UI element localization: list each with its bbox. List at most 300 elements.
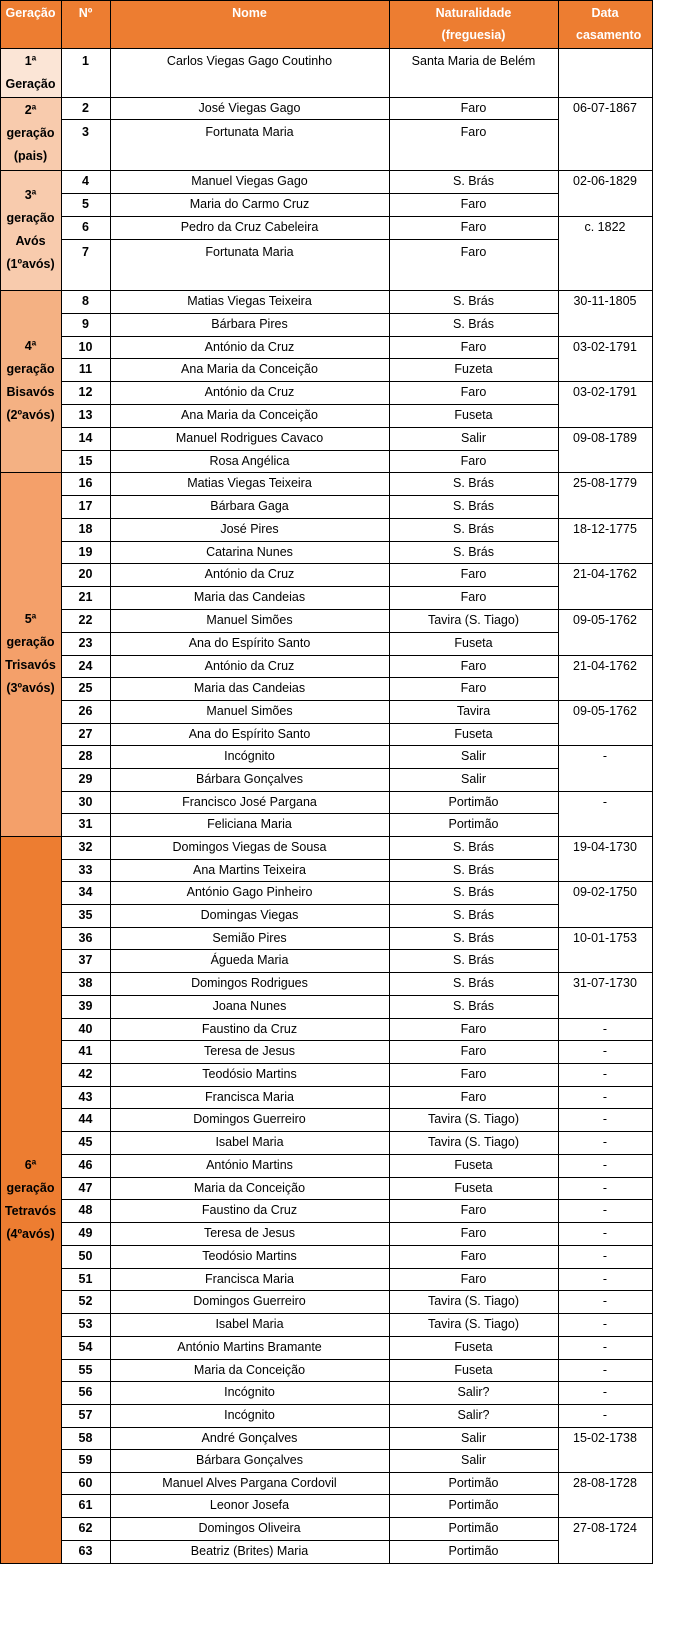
grid-line: [61, 336, 559, 337]
grid-line: [558, 1154, 653, 1155]
person-name: Francisco José Pargana: [182, 795, 317, 809]
grid-line: [558, 1245, 653, 1246]
grid-line: [61, 495, 559, 496]
marriage-date: -: [602, 1317, 608, 1331]
grid-line: [558, 881, 653, 882]
header-numero: Nº: [61, 0, 110, 48]
person-birthplace: Faro: [460, 659, 487, 673]
person-name: Teresa de Jesus: [203, 1226, 296, 1240]
marriage-date: -: [602, 1112, 608, 1126]
person-name: Domingos Viegas de Sousa: [172, 840, 327, 854]
person-name: Carlos Viegas Gago Coutinho: [166, 54, 333, 68]
marriage-date: -: [602, 1022, 608, 1036]
person-birthplace: Faro: [460, 220, 487, 234]
person-number: 29: [78, 772, 93, 786]
person-name: Bárbara Pires: [211, 317, 288, 331]
grid-line: [61, 1359, 559, 1360]
person-name: Incógnito: [224, 1408, 275, 1422]
grid-line: [558, 1563, 653, 1564]
grid-line: [558, 290, 653, 291]
person-birthplace: Faro: [460, 454, 487, 468]
person-name: António da Cruz: [204, 659, 295, 673]
grid-line: [0, 472, 62, 473]
marriage-date: 25-08-1779: [573, 476, 637, 490]
grid-line: [61, 1131, 559, 1132]
person-birthplace: Faro: [460, 1067, 487, 1081]
person-number: 35: [78, 908, 93, 922]
grid-line: [61, 881, 559, 882]
person-number: 1: [82, 54, 89, 68]
person-number: 31: [78, 817, 93, 831]
person-birthplace: S. Brás: [453, 545, 494, 559]
person-name: Ana Martins Teixeira: [192, 863, 306, 877]
grid-line: [558, 381, 653, 382]
grid-line: [558, 836, 653, 837]
person-name: Joana Nunes: [212, 999, 287, 1013]
person-birthplace: S. Brás: [453, 885, 494, 899]
person-name: Manuel Alves Pargana Cordovil: [162, 1476, 337, 1490]
person-birthplace: S. Brás: [453, 976, 494, 990]
person-birthplace: S. Brás: [453, 476, 494, 490]
person-number: 4: [82, 174, 89, 188]
person-number: 8: [82, 294, 89, 308]
person-name: Maria da Conceição: [193, 1363, 306, 1377]
person-name: Manuel Simões: [206, 613, 293, 627]
person-number: 19: [78, 545, 93, 559]
person-number: 20: [78, 567, 93, 581]
person-name: Águeda Maria: [210, 953, 289, 967]
grid-line: [558, 972, 653, 973]
grid-line: [61, 1222, 559, 1223]
person-number: 30: [78, 795, 93, 809]
person-name: Ana Maria da Conceição: [181, 362, 318, 376]
person-birthplace: Salir: [460, 431, 486, 445]
person-name: Isabel Maria: [215, 1135, 284, 1149]
grid-line: [61, 97, 559, 98]
person-number: 56: [78, 1385, 93, 1399]
grid-line: [558, 1131, 653, 1132]
person-name: Francisca Maria: [205, 1090, 294, 1104]
person-birthplace: S. Brás: [453, 522, 494, 536]
person-name: Maria da Conceição: [193, 1181, 306, 1195]
person-number: 32: [78, 840, 93, 854]
grid-line: [558, 1290, 653, 1291]
grid-line: [61, 1472, 559, 1473]
person-number: 10: [78, 340, 93, 354]
person-birthplace: Salir?: [457, 1408, 490, 1422]
grid-line: [61, 541, 559, 542]
marriage-date: 03-02-1791: [573, 385, 637, 399]
person-name: Beatriz (Brites) Maria: [190, 1544, 309, 1558]
marriage-date: 21-04-1762: [573, 567, 637, 581]
person-number: 37: [78, 953, 93, 967]
person-number: 53: [78, 1317, 93, 1331]
grid-line: [61, 358, 559, 359]
person-name: Bárbara Gaga: [210, 499, 289, 513]
grid-line: [558, 1086, 653, 1087]
grid-line: [61, 1199, 559, 1200]
person-name: António da Cruz: [204, 385, 295, 399]
grid-line: [61, 170, 559, 171]
header-geracao: Geração: [0, 0, 61, 48]
person-birthplace: Tavira (S. Tiago): [427, 1135, 519, 1149]
grid-line: [558, 791, 653, 792]
person-name: Maria do Carmo Cruz: [189, 197, 310, 211]
grid-line: [61, 1177, 559, 1178]
person-birthplace: Fuzeta: [454, 362, 493, 376]
grid-line: [558, 472, 653, 473]
person-number: 13: [78, 408, 93, 422]
person-name: António da Cruz: [204, 340, 295, 354]
person-name: Teresa de Jesus: [203, 1044, 296, 1058]
grid-line: [652, 0, 653, 1564]
person-number: 6: [82, 220, 89, 234]
grid-line: [61, 1290, 559, 1291]
marriage-date: 15-02-1738: [573, 1431, 637, 1445]
person-name: António da Cruz: [204, 567, 295, 581]
person-birthplace: S. Brás: [453, 908, 494, 922]
person-number: 50: [78, 1249, 93, 1263]
person-name: Leonor Josefa: [209, 1498, 290, 1512]
grid-line: [61, 632, 559, 633]
person-number: 43: [78, 1090, 93, 1104]
marriage-date: 30-11-1805: [573, 294, 637, 308]
person-birthplace: Salir?: [457, 1385, 490, 1399]
marriage-date: [558, 48, 652, 97]
grid-line: [110, 0, 111, 1564]
person-birthplace: Faro: [460, 567, 487, 581]
grid-line: [61, 586, 559, 587]
person-birthplace: Fuseta: [454, 1363, 493, 1377]
person-number: 44: [78, 1112, 93, 1126]
person-birthplace: S. Brás: [453, 931, 494, 945]
marriage-date: 02-06-1829: [573, 174, 637, 188]
grid-line: [0, 97, 62, 98]
grid-line: [558, 1040, 653, 1041]
person-birthplace: Faro: [460, 340, 487, 354]
person-number: 16: [78, 476, 93, 490]
person-number: 33: [78, 863, 93, 877]
person-birthplace: Faro: [460, 1226, 487, 1240]
person-number: 3: [82, 125, 89, 139]
marriage-date: -: [602, 749, 608, 763]
grid-line: [61, 927, 559, 928]
person-name: António Martins: [206, 1158, 293, 1172]
grid-line: [389, 0, 390, 1564]
grid-line: [558, 1336, 653, 1337]
person-number: 39: [78, 999, 93, 1013]
person-number: 57: [78, 1408, 93, 1422]
grid-line: [61, 1086, 559, 1087]
grid-line: [61, 836, 559, 837]
person-name: Teodósio Martins: [202, 1249, 297, 1263]
person-number: 51: [78, 1272, 93, 1286]
person-name: Manuel Simões: [206, 704, 293, 718]
person-number: 18: [78, 522, 93, 536]
grid-line: [0, 48, 653, 49]
person-name: Incógnito: [224, 1385, 275, 1399]
person-birthplace: S. Brás: [453, 999, 494, 1013]
person-birthplace: Faro: [460, 590, 487, 604]
grid-line: [61, 1494, 559, 1495]
generation-label: 5ª geração Trisavós (3ºavós): [5, 612, 56, 695]
person-name: António Martins Bramante: [177, 1340, 322, 1354]
marriage-date: -: [602, 1226, 608, 1240]
grid-line: [558, 0, 559, 1564]
person-birthplace: S. Brás: [453, 294, 494, 308]
grid-line: [61, 1108, 559, 1109]
person-birthplace: Portimão: [448, 1544, 499, 1558]
grid-line: [0, 0, 653, 1]
person-birthplace: Salir: [460, 772, 486, 786]
person-birthplace: Portimão: [448, 1498, 499, 1512]
marriage-date: -: [602, 1340, 608, 1354]
grid-line: [61, 791, 559, 792]
person-number: 22: [78, 613, 93, 627]
marriage-date: -: [602, 795, 608, 809]
person-birthplace: Faro: [460, 197, 487, 211]
marriage-date: -: [602, 1181, 608, 1195]
generation-label: 3ª geração Avós (1ºavós): [6, 188, 55, 271]
grid-line: [558, 1313, 653, 1314]
header-data-casamento: Data casamento: [558, 0, 652, 48]
person-birthplace: Portimão: [448, 795, 499, 809]
person-number: 62: [78, 1521, 93, 1535]
marriage-date: 18-12-1775: [573, 522, 637, 536]
grid-line: [61, 1268, 559, 1269]
person-name: Maria das Candeias: [193, 681, 306, 695]
grid-line: [61, 381, 559, 382]
person-number: 46: [78, 1158, 93, 1172]
marriage-date: -: [602, 1294, 608, 1308]
person-number: 24: [78, 659, 93, 673]
person-name: Semião Pires: [212, 931, 287, 945]
grid-line: [61, 1154, 559, 1155]
person-name: Manuel Viegas Gago: [191, 174, 308, 188]
person-name: José Pires: [220, 522, 279, 536]
grid-line: [558, 927, 653, 928]
person-name: Maria das Candeias: [193, 590, 306, 604]
person-birthplace: Fuseta: [454, 408, 493, 422]
person-birthplace: S. Brás: [453, 317, 494, 331]
person-name: Francisca Maria: [205, 1272, 294, 1286]
grid-line: [558, 1199, 653, 1200]
grid-line: [61, 427, 559, 428]
person-number: 14: [78, 431, 93, 445]
generation-label: 2ª geração (pais): [6, 103, 55, 163]
generation-cell: [0, 472, 61, 836]
grid-line: [61, 1336, 559, 1337]
person-number: 47: [78, 1181, 93, 1195]
grid-line: [558, 1108, 653, 1109]
person-birthplace: Portimão: [448, 1476, 499, 1490]
person-number: 9: [82, 317, 89, 331]
person-name: André Gonçalves: [201, 1431, 298, 1445]
grid-line: [61, 655, 559, 656]
person-birthplace: S. Brás: [453, 499, 494, 513]
person-number: 27: [78, 727, 93, 741]
grid-line: [0, 170, 62, 171]
header-nome: Nome: [110, 0, 389, 48]
generation-cell: [0, 836, 61, 1563]
person-number: 38: [78, 976, 93, 990]
grid-line: [558, 1427, 653, 1428]
person-birthplace: Fuseta: [454, 1181, 493, 1195]
person-name: Teodósio Martins: [202, 1067, 297, 1081]
person-name: Bárbara Gonçalves: [195, 772, 303, 786]
marriage-date: 31-07-1730: [573, 976, 637, 990]
person-number: 55: [78, 1363, 93, 1377]
person-birthplace: Faro: [460, 1249, 487, 1263]
grid-line: [558, 518, 653, 519]
person-birthplace: Salir: [460, 1431, 486, 1445]
grid-line: [61, 768, 559, 769]
grid-line: [0, 836, 62, 837]
marriage-date: 09-02-1750: [573, 885, 637, 899]
person-number: 11: [78, 362, 93, 376]
grid-line: [558, 1222, 653, 1223]
grid-line: [61, 1427, 559, 1428]
marriage-date: 21-04-1762: [573, 659, 637, 673]
marriage-date: c. 1822: [584, 220, 626, 234]
person-birthplace: Faro: [460, 125, 487, 139]
generation-cell: [0, 97, 61, 170]
grid-line: [61, 193, 559, 194]
grid-line: [558, 1404, 653, 1405]
grid-line: [61, 0, 62, 1564]
person-birthplace: Faro: [460, 245, 487, 259]
generation-cell: [0, 170, 61, 290]
person-number: 49: [78, 1226, 93, 1240]
person-birthplace: Tavira (S. Tiago): [427, 1294, 519, 1308]
person-birthplace: Salir: [460, 1453, 486, 1467]
grid-line: [61, 290, 559, 291]
person-number: 48: [78, 1203, 93, 1217]
person-name: Ana do Espírito Santo: [188, 636, 311, 650]
marriage-date: 06-07-1867: [573, 101, 637, 115]
person-name: Feliciana Maria: [207, 817, 292, 831]
person-number: 2: [82, 101, 89, 115]
person-name: Bárbara Gonçalves: [195, 1453, 303, 1467]
grid-line: [61, 972, 559, 973]
person-birthplace: Fuseta: [454, 1158, 493, 1172]
grid-line: [61, 239, 559, 240]
person-birthplace: Portimão: [448, 1521, 499, 1535]
person-name: Matias Viegas Teixeira: [187, 476, 312, 490]
grid-line: [558, 336, 653, 337]
grid-line: [558, 1517, 653, 1518]
person-name: Isabel Maria: [215, 1317, 284, 1331]
person-number: 63: [78, 1544, 93, 1558]
person-number: 23: [78, 636, 93, 650]
person-number: 42: [78, 1067, 93, 1081]
marriage-date: 10-01-1753: [573, 931, 637, 945]
grid-line: [61, 472, 559, 473]
marriage-date: -: [602, 1408, 608, 1422]
grid-line: [558, 1381, 653, 1382]
grid-line: [61, 813, 559, 814]
person-birthplace: S. Brás: [453, 863, 494, 877]
grid-line: [61, 1245, 559, 1246]
grid-line: [558, 655, 653, 656]
grid-line: [61, 450, 559, 451]
grid-line: [0, 1563, 62, 1564]
person-birthplace: Faro: [460, 681, 487, 695]
person-name: José Viegas Gago: [198, 101, 301, 115]
person-birthplace: Santa Maria de Belém: [411, 54, 536, 68]
header-naturalidade: Naturalidade (freguesia): [389, 0, 558, 48]
person-birthplace: Faro: [460, 385, 487, 399]
grid-line: [558, 1018, 653, 1019]
grid-line: [61, 949, 559, 950]
marriage-date: -: [602, 1249, 608, 1263]
grid-line: [61, 1517, 559, 1518]
person-name: Faustino da Cruz: [201, 1203, 298, 1217]
person-number: 52: [78, 1294, 93, 1308]
person-birthplace: Fuseta: [454, 636, 493, 650]
person-birthplace: Fuseta: [454, 727, 493, 741]
person-name: Domingos Rodrigues: [191, 976, 308, 990]
grid-line: [558, 216, 653, 217]
person-name: Rosa Angélica: [209, 454, 290, 468]
marriage-date: -: [602, 1363, 608, 1377]
generation-label: 1ª Geração: [5, 53, 56, 91]
person-number: 12: [78, 385, 93, 399]
grid-line: [61, 677, 559, 678]
grid-line: [558, 427, 653, 428]
grid-line: [558, 1177, 653, 1178]
grid-line: [61, 745, 559, 746]
person-name: Domingas Viegas: [200, 908, 299, 922]
person-birthplace: Faro: [460, 1272, 487, 1286]
person-birthplace: S. Brás: [453, 953, 494, 967]
person-number: 34: [78, 885, 93, 899]
marriage-date: -: [602, 1272, 608, 1286]
person-name: Ana do Espírito Santo: [188, 727, 311, 741]
marriage-date: 03-02-1791: [573, 340, 637, 354]
person-birthplace: Portimão: [448, 817, 499, 831]
person-birthplace: Fuseta: [454, 1340, 493, 1354]
marriage-date: -: [602, 1067, 608, 1081]
person-birthplace: Tavira: [456, 704, 491, 718]
marriage-date: -: [602, 1135, 608, 1149]
person-name: Manuel Rodrigues Cavaco: [175, 431, 324, 445]
person-number: 61: [78, 1498, 93, 1512]
marriage-date: -: [602, 1044, 608, 1058]
grid-line: [61, 609, 559, 610]
person-name: Ana Maria da Conceição: [181, 408, 318, 422]
grid-line: [558, 170, 653, 171]
grid-line: [558, 1268, 653, 1269]
grid-line: [61, 1018, 559, 1019]
marriage-date: 28-08-1728: [573, 1476, 637, 1490]
marriage-date: 09-08-1789: [573, 431, 637, 445]
person-name: Fortunata Maria: [205, 125, 294, 139]
grid-line: [61, 995, 559, 996]
grid-line: [558, 745, 653, 746]
grid-line: [61, 518, 559, 519]
person-name: Domingos Guerreiro: [193, 1112, 306, 1126]
grid-line: [558, 700, 653, 701]
person-number: 15: [78, 454, 93, 468]
marriage-date: -: [602, 1385, 608, 1399]
person-number: 26: [78, 704, 93, 718]
grid-line: [558, 563, 653, 564]
marriage-date: 27-08-1724: [573, 1521, 637, 1535]
grid-line: [61, 313, 559, 314]
grid-line: [61, 1540, 559, 1541]
grid-line: [61, 1563, 559, 1564]
